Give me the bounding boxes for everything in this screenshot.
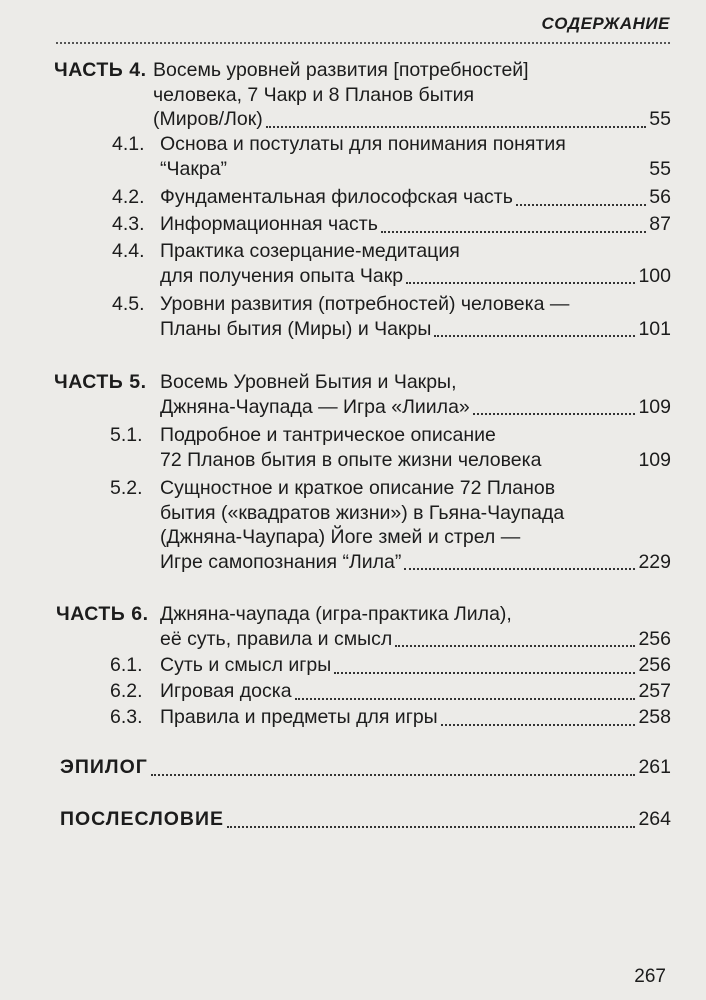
- toc-section-number: 4.4.: [112, 240, 145, 262]
- toc-entry-line: её суть, правила и смысл: [160, 627, 393, 650]
- toc-page-number: 258: [638, 706, 671, 728]
- toc-epilog-title: ЭПИЛОГ: [60, 756, 148, 778]
- toc-page-number: 101: [638, 317, 671, 340]
- leader-dots: [404, 562, 635, 570]
- toc-page-number: 109: [638, 448, 671, 471]
- leader-dots: [441, 718, 636, 726]
- leader-dots: [406, 276, 635, 284]
- toc-part-label: ЧАСТЬ 4.: [54, 59, 147, 81]
- toc-entry-line: Основа и постулаты для понимания понятия: [160, 133, 566, 155]
- leader-dots: [295, 692, 636, 700]
- toc-entry-line: 72 Планов бытия в опыте жизни человека: [160, 448, 542, 471]
- toc-entry-line: для получения опыта Чакр: [160, 264, 404, 287]
- toc-entry-line: Планы бытия (Миры) и Чакры: [160, 317, 432, 340]
- leader-dots: [434, 329, 635, 337]
- toc-entry-line: Фундаментальная философская часть: [160, 186, 513, 208]
- toc-page-number: 109: [638, 395, 671, 418]
- toc-page-number: 257: [638, 680, 671, 702]
- toc-section-number: 5.1.: [110, 424, 143, 446]
- toc-section-number: 6.1.: [110, 654, 143, 676]
- toc-entry-line: Сущностное и краткое описание 72 Планов: [160, 477, 556, 499]
- toc-afterword-title: ПОСЛЕСЛОВИЕ: [60, 808, 225, 830]
- toc-page-number: 256: [638, 654, 671, 676]
- toc-page-number: 256: [638, 627, 671, 650]
- toc-entry-line: (Джняна-Чаупара) Йоге змей и стрел —: [160, 526, 521, 548]
- leader-dots: [381, 225, 646, 233]
- toc-entry-line: Восемь уровней развития [потребностей]: [153, 59, 529, 81]
- toc-entry-line: Восемь Уровней Бытия и Чакры,: [160, 371, 457, 393]
- toc-entry-line: Правила и предметы для игры: [160, 706, 438, 728]
- toc-entry-line: (Миров/Лок): [153, 108, 263, 130]
- toc-entry-line: Уровни развития (потребностей) человека —: [160, 293, 570, 315]
- leader-dots: [230, 171, 646, 177]
- toc-entry-line: Игре самопознания “Лила”: [160, 550, 402, 573]
- toc-entry-line: Джняна-Чаупада — Игра «Лиила»: [160, 395, 470, 418]
- toc-entry-line: бытия («квадратов жизни») в Гьяна-Чаупада: [160, 501, 565, 524]
- toc-entry-line: человека, 7 Чакр и 8 Планов бытия: [153, 83, 475, 106]
- page-number: 267: [634, 966, 666, 987]
- leader-dots: [516, 198, 646, 206]
- toc-part-label: ЧАСТЬ 6.: [56, 603, 149, 625]
- toc-entry-line: Подробное и тантрическое описание: [160, 424, 496, 446]
- toc-section-number: 4.3.: [112, 213, 145, 235]
- toc-epilog[interactable]: [60, 755, 671, 780]
- toc-part-label: ЧАСТЬ 5.: [54, 371, 147, 393]
- leader-dots: [151, 768, 636, 776]
- leader-dots: [544, 462, 635, 468]
- toc-page-number: 229: [638, 550, 671, 573]
- toc-page-number: 56: [649, 186, 671, 208]
- leader-dots: [395, 639, 635, 647]
- toc-page-number: 100: [638, 264, 671, 287]
- toc-entry-line: “Чакра”: [160, 157, 228, 180]
- running-title: СОДЕРЖАНИЕ: [541, 14, 670, 33]
- toc-section-number: 4.5.: [112, 293, 145, 315]
- leader-dots: [473, 407, 636, 415]
- toc-entry-line: Джняна-чаупада (игра-практика Лила),: [160, 603, 512, 625]
- toc-section-number: 5.2.: [110, 477, 143, 499]
- toc-section-number: 4.2.: [112, 186, 145, 208]
- toc-entry-line: Информационная часть: [160, 213, 378, 235]
- toc-entry-line: Практика созерцание-медитация: [160, 240, 460, 262]
- toc-page-number: 55: [649, 108, 671, 130]
- header-dotted-rule: [56, 42, 670, 44]
- leader-dots: [334, 666, 635, 674]
- toc-entry-line: Игровая доска: [160, 680, 292, 702]
- leader-dots: [227, 820, 635, 828]
- toc-page-number: 55: [649, 157, 671, 180]
- toc-entry-line: Суть и смысл игры: [160, 654, 332, 676]
- toc-section-number: 4.1.: [112, 133, 145, 155]
- toc-page-number: 261: [638, 756, 671, 778]
- toc-section-number: 6.3.: [110, 706, 143, 728]
- toc-section-number: 6.2.: [110, 680, 143, 702]
- toc-page-number: 264: [638, 808, 671, 830]
- toc-page-number: 87: [649, 213, 671, 235]
- leader-dots: [266, 120, 647, 128]
- toc-afterword[interactable]: [60, 807, 671, 832]
